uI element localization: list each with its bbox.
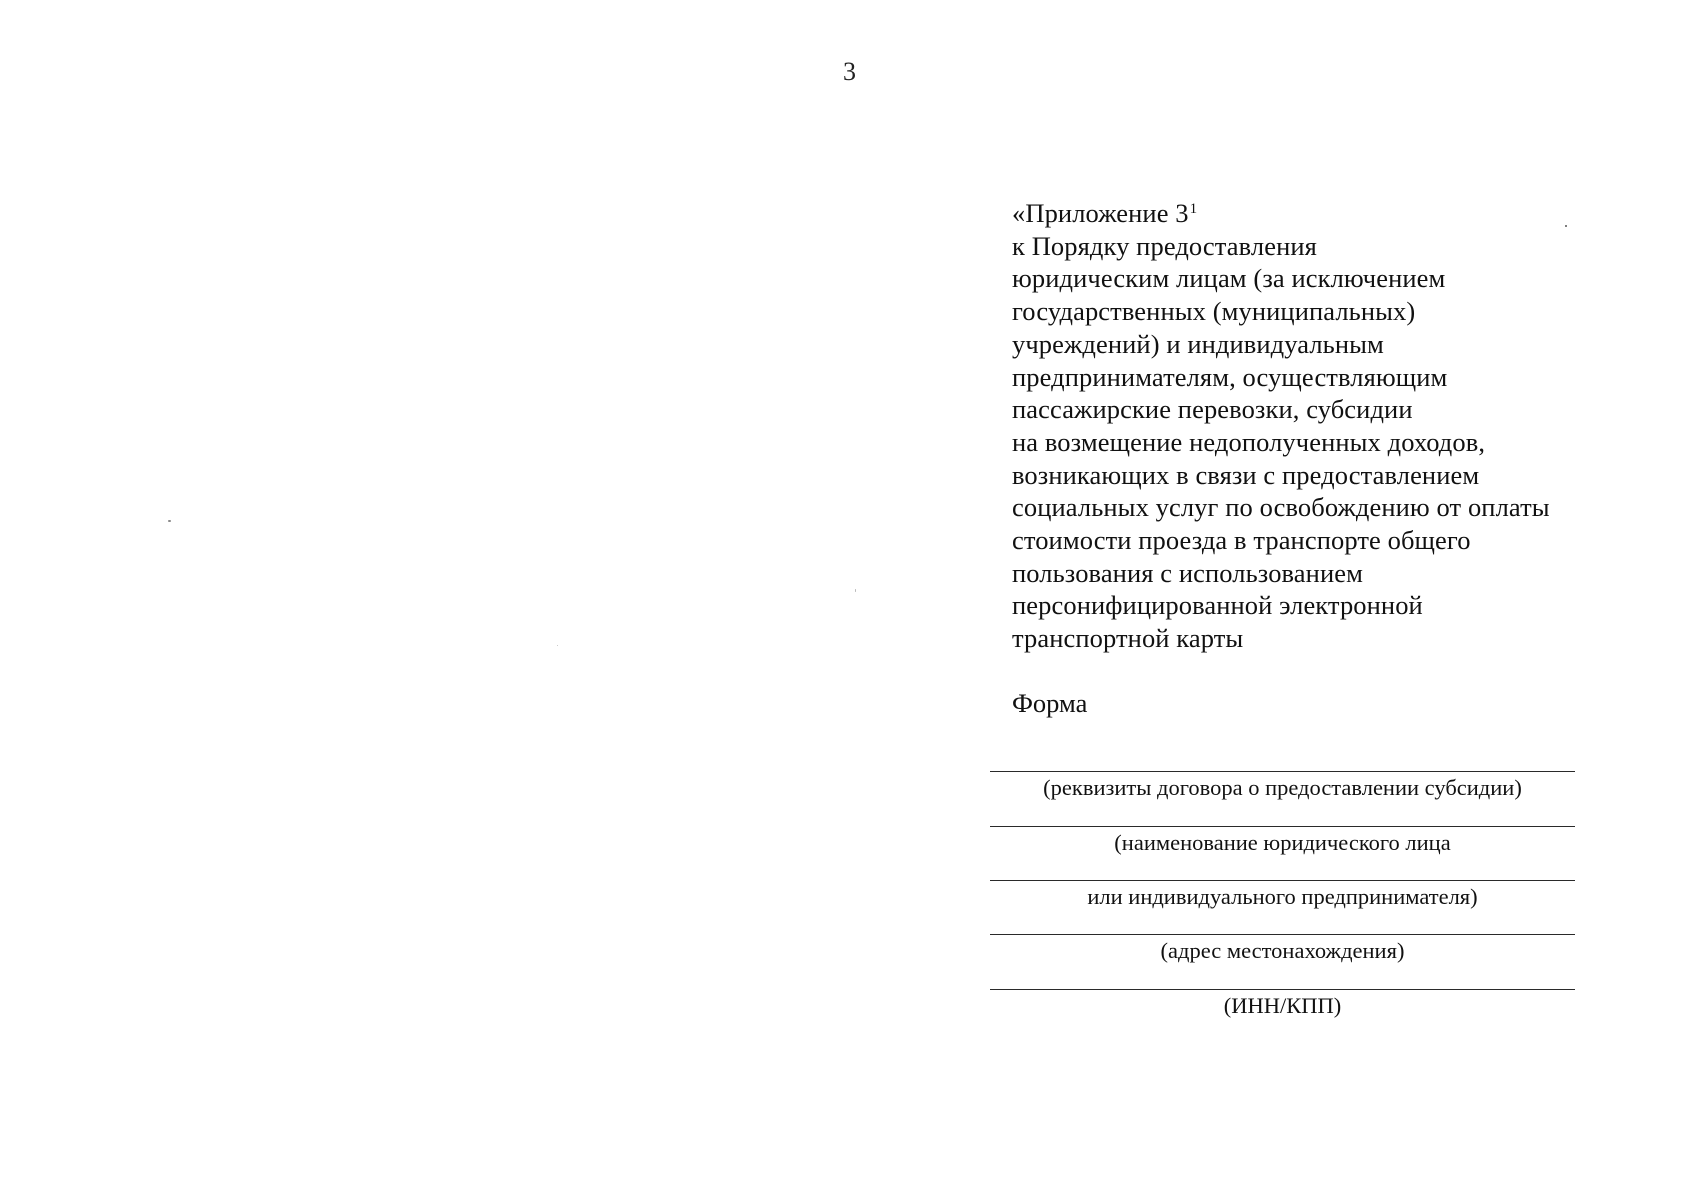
appendix-title-text: «Приложение 3 [1012, 198, 1189, 228]
appendix-line: к Порядку предоставления [1012, 230, 1317, 261]
appendix-title [1012, 197, 1612, 230]
appendix-line: юридическим лицам (за исключением [1012, 263, 1446, 294]
scan-speck [1565, 225, 1567, 227]
blank-line [990, 934, 1575, 935]
form-field-entrepreneur-name [990, 880, 1575, 934]
form-field-contract-details [990, 771, 1575, 825]
appendix-line: стоимости проезда в транспорте общего [1012, 525, 1471, 556]
appendix-line: учреждений) и индивидуальным [1012, 328, 1384, 359]
field-caption: (наименование юридического лица [1114, 830, 1451, 855]
appendix-line: возникающих в связи с предоставлением [1012, 459, 1480, 490]
appendix-line: персонифицированной электронной [1012, 590, 1423, 621]
field-caption: (реквизиты договора о предоставлении субсидии) [1043, 775, 1522, 800]
appendix-header [1012, 197, 1612, 655]
appendix-line: государственных (муниципальных) [1012, 296, 1416, 327]
form-label: Форма [1012, 688, 1088, 718]
appendix-line: предпринимателям, осуществляющим [1012, 361, 1448, 392]
form-field-inn-kpp [990, 989, 1575, 1043]
form-field-address [990, 934, 1575, 988]
appendix-line: пассажирские перевозки, субсидии [1012, 394, 1413, 425]
appendix-line: пользования с использованием [1012, 557, 1363, 588]
blank-line [990, 989, 1575, 990]
scan-speck [168, 520, 171, 522]
page-number: 3 [843, 57, 856, 86]
appendix-line: транспортной карты [1012, 623, 1244, 654]
appendix-line: на возмещение недополученных доходов, [1012, 426, 1486, 457]
field-caption: (адрес местонахождения) [1160, 938, 1405, 963]
field-caption: или индивидуального предпринимателя) [1087, 884, 1478, 909]
scan-speck [557, 645, 558, 646]
appendix-title-superscript: 1 [1189, 201, 1198, 217]
form-field-legal-entity-name [990, 826, 1575, 880]
appendix-line: социальных услуг по освобождению от оплаты [1012, 492, 1550, 523]
scan-speck [855, 589, 856, 592]
blank-line [990, 771, 1575, 772]
blank-line [990, 826, 1575, 827]
field-caption: (ИНН/КПП) [1223, 993, 1342, 1018]
blank-line [990, 880, 1575, 881]
